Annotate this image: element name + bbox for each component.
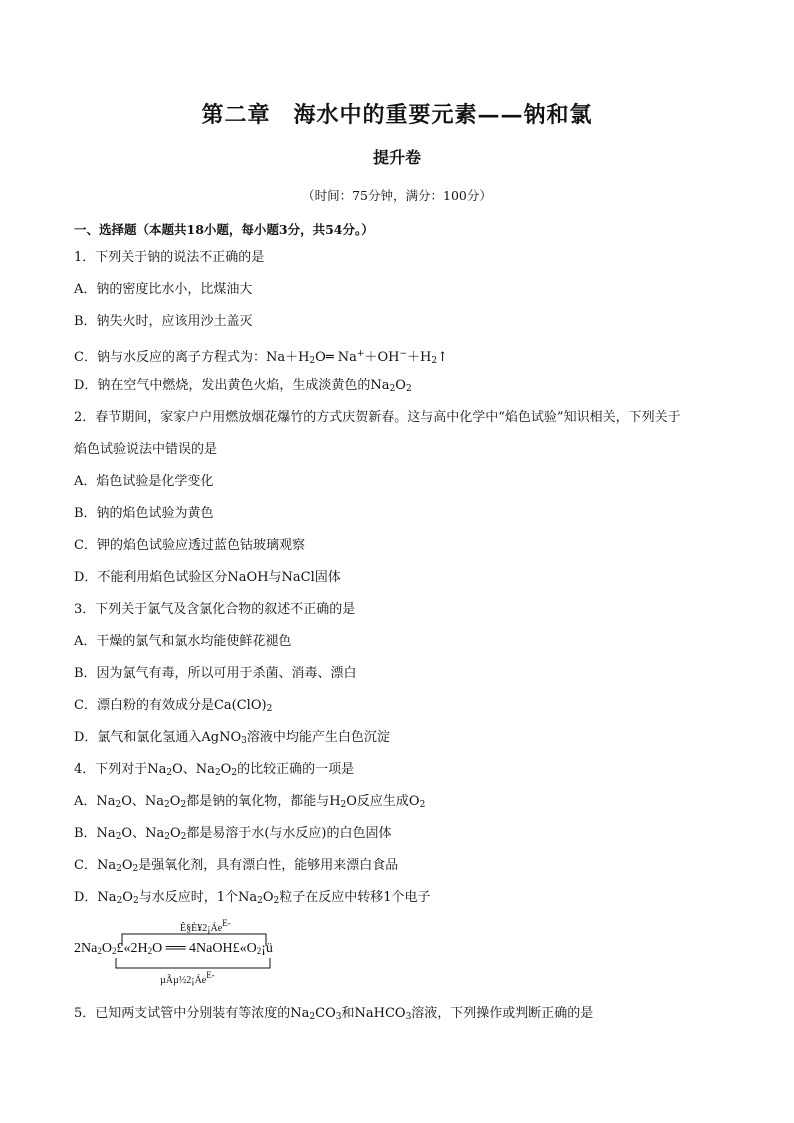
subscript: 2 — [389, 384, 396, 394]
subscript: 3 — [405, 1012, 412, 1022]
equation-label-text: µÃµ½2¡Áe — [160, 975, 207, 986]
subscript: 2 — [257, 896, 263, 906]
option-text: D．Na — [74, 890, 117, 905]
superscript: E- — [222, 918, 231, 928]
question-2-option-c: C．钾的焰色试验应透过蓝色钴玻璃观察 — [74, 538, 305, 553]
subscript: 3 — [241, 736, 247, 746]
question-2-stem-line-1: 2．春节期间，家家户户用燃放烟花爆竹的方式庆贺新春。这与高中化学中“焰色试验”知识相关，下列关于 — [74, 410, 681, 425]
time-info: （时间：75分钟，满分：100分） — [302, 188, 492, 203]
option-text: 和NaHCO — [341, 1006, 406, 1021]
subscript: 2 — [419, 800, 426, 810]
lower-bracket — [116, 958, 270, 968]
option-text: O — [169, 826, 181, 841]
question-2-option-d: D．不能利用焰色试验区分NaOH与NaCl固体 — [74, 570, 341, 585]
question-3-option-a: A．干燥的氯气和氯水均能使鲜花褪色 — [74, 634, 292, 649]
question-4-stem — [74, 760, 724, 792]
equation-text: O — [101, 941, 112, 956]
equation-text: O ══ 4NaOH£«O — [152, 941, 257, 956]
option-text: D．氯气和氯化氢通入AgNO — [74, 730, 242, 745]
subscript: 2 — [115, 832, 122, 842]
option-text: 的比较正确的一项是 — [237, 762, 355, 777]
subscript: 2 — [111, 946, 117, 956]
question-3-option-b: B．因为氯气有毒，所以可用于杀菌、消毒、漂白 — [74, 666, 357, 681]
subscript: 2 — [164, 800, 170, 810]
subscript: 2 — [405, 384, 412, 394]
option-text: O、Na — [121, 826, 165, 841]
option-text: O反应生成O — [346, 794, 420, 809]
subscript: 2 — [256, 946, 262, 956]
equation-label-text: Ê§È¥2¡Áe — [180, 923, 223, 934]
option-text: 都是钠的氧化物，都能与H — [186, 794, 341, 809]
superscript: + — [356, 349, 365, 359]
option-text: O═ Na — [315, 350, 357, 365]
option-text: ＋H — [407, 350, 432, 365]
subscript: 2 — [164, 832, 170, 842]
option-text: ＋OH — [364, 350, 400, 365]
option-text: ↑ — [437, 350, 448, 365]
subscript: 2 — [309, 1012, 316, 1022]
superscript: E- — [206, 970, 215, 980]
subscript: 2 — [266, 704, 273, 714]
option-text: 4．下列对于Na — [74, 762, 167, 777]
subscript: 2 — [431, 356, 438, 366]
option-text: 粒子在反应中转移1个电子 — [279, 890, 431, 905]
question-1-option-d — [74, 376, 724, 408]
equation-lower-label — [160, 970, 215, 986]
subscript: 2 — [309, 356, 316, 366]
subscript: 2 — [340, 800, 347, 810]
section-heading: 一、选择题（本题共18小题，每小题3分，共54分。） — [74, 222, 374, 237]
equation-text: 2Na — [74, 941, 98, 956]
option-text: O — [121, 858, 133, 873]
equation-main — [74, 941, 273, 957]
electron-transfer-equation — [74, 918, 314, 984]
subscript: 2 — [166, 768, 173, 778]
subscript: 3 — [335, 1012, 342, 1022]
subscript: 2 — [132, 896, 139, 906]
option-text: 5．已知两支试管中分别装有等浓度的Na — [74, 1006, 310, 1021]
option-text: A．Na — [74, 794, 116, 809]
subscript: 2 — [231, 768, 238, 778]
question-3-option-c — [74, 696, 724, 728]
option-text: O — [395, 378, 406, 393]
question-2-stem-line-2: 焰色试验说法中错误的是 — [74, 442, 218, 457]
question-4-option-c — [74, 856, 724, 888]
question-1-option-b: B．钠失火时，应该用沙土盖灭 — [74, 314, 253, 329]
option-text: 溶液中均能产生白色沉淀 — [246, 730, 390, 745]
option-text: C．Na — [74, 858, 117, 873]
equation-text: £«2H — [116, 941, 148, 956]
option-text: 是强氧化剂，具有漂白性，能够用来漂白食品 — [138, 858, 399, 873]
page-title: 第二章 海水中的重要元素——钠和氯 — [201, 102, 593, 128]
option-text: O — [220, 762, 232, 777]
subscript: 2 — [180, 800, 187, 810]
option-text: 溶液，下列操作或判断正确的是 — [411, 1006, 594, 1021]
option-text: C．钠与水反应的离子方程式为：Na＋H — [74, 350, 310, 365]
subscript: 2 — [97, 946, 102, 956]
option-text: O — [262, 890, 274, 905]
question-3-stem: 3．下列关于氯气及含氯化合物的叙述不正确的是 — [74, 602, 356, 617]
equation-upper-label — [180, 918, 231, 934]
subscript: 2 — [214, 768, 221, 778]
subscript: 2 — [180, 832, 187, 842]
option-text: O、Na — [121, 794, 165, 809]
option-text: B．Na — [74, 826, 116, 841]
subscript: 2 — [116, 896, 123, 906]
question-2-option-b: B．钠的焰色试验为黄色 — [74, 506, 214, 521]
option-text: D．钠在空气中燃烧，发出黄色火焰，生成淡黄色的Na — [74, 378, 390, 393]
option-text: 与水反应时，1个Na — [138, 890, 258, 905]
subscript: 2 — [132, 864, 139, 874]
question-body — [74, 248, 724, 920]
subscript: 2 — [115, 800, 122, 810]
page-subtitle: 提升卷 — [372, 148, 421, 167]
superscript: − — [399, 349, 407, 359]
question-5-stem — [74, 1002, 593, 1022]
subscript: 2 — [273, 896, 280, 906]
equation-text: ¡ü — [261, 941, 273, 956]
question-4-option-b — [74, 824, 724, 856]
option-text: O — [122, 890, 133, 905]
subscript: 2 — [116, 864, 122, 874]
question-1-stem: 1．下列关于钠的说法不正确的是 — [74, 250, 265, 265]
option-text: O、Na — [172, 762, 215, 777]
question-1-option-a: A．钠的密度比水小，比煤油大 — [74, 282, 253, 297]
subscript: 2 — [147, 946, 153, 956]
option-text: CO — [315, 1006, 336, 1021]
question-2-option-a: A．焰色试验是化学变化 — [74, 474, 214, 489]
option-text: C．漂白粉的有效成分是Ca(ClO) — [74, 698, 267, 713]
question-4-option-d — [74, 888, 724, 920]
question-4-option-a — [74, 792, 724, 824]
question-1-option-c — [74, 344, 724, 376]
option-text: O — [169, 794, 181, 809]
option-text: 都是易溶于水(与水反应)的白色固体 — [186, 826, 392, 841]
question-3-option-d — [74, 728, 724, 760]
